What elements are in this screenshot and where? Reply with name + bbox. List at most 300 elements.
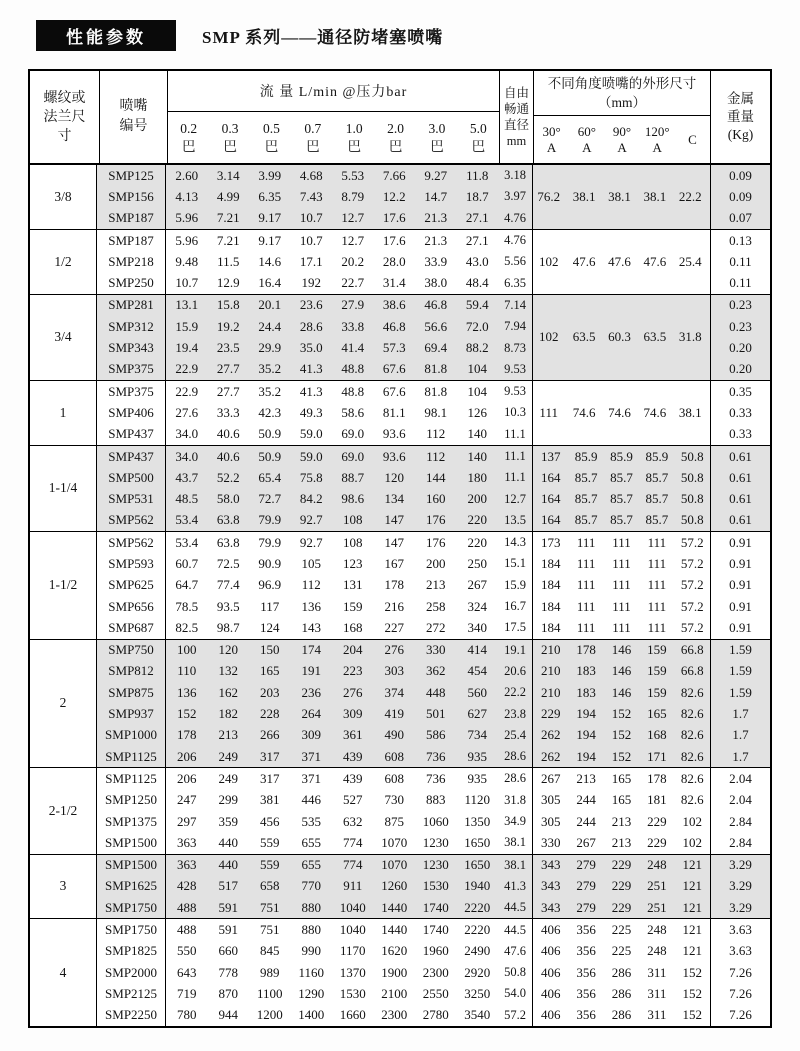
flow-value: 19.4 xyxy=(175,340,199,356)
free-passage-value: 20.6 xyxy=(498,661,533,682)
flow-value: 16.4 xyxy=(258,275,282,291)
dim-angle-sub: A xyxy=(582,139,592,155)
dim-value: 184 xyxy=(540,598,561,614)
free-passage-value: 57.2 xyxy=(498,1005,533,1026)
nozzle-model: SMP937 xyxy=(97,703,166,724)
flow-value: 63.8 xyxy=(216,512,240,528)
nozzle-model: SMP875 xyxy=(97,682,166,703)
flow-pressure-value: 3.0 xyxy=(428,120,446,136)
group-rows xyxy=(97,165,770,229)
dim-value: 85.7 xyxy=(645,512,669,528)
flow-value: 8.79 xyxy=(341,188,365,204)
nozzle-model: SMP1125 xyxy=(97,768,166,789)
nozzle-model: SMP156 xyxy=(97,186,166,207)
dim-value: 50.8 xyxy=(680,512,704,528)
flow-value: 178 xyxy=(384,577,405,593)
size-label: 1 xyxy=(30,381,97,445)
table-row xyxy=(97,617,770,638)
flow-value: 935 xyxy=(467,748,488,764)
flow-value: 17.1 xyxy=(299,253,323,269)
flow-value: 527 xyxy=(343,792,363,808)
flow-value: 1650 xyxy=(464,857,491,873)
dim-value: 406 xyxy=(540,922,561,938)
flow-value: 162 xyxy=(218,684,239,700)
flow-value: 58.6 xyxy=(341,404,365,420)
table-row xyxy=(97,381,770,402)
flow-value: 34.0 xyxy=(175,448,199,464)
flow-value: 1040 xyxy=(339,922,366,938)
dim-value: 111 xyxy=(612,534,631,550)
dim-value: 356 xyxy=(576,1007,596,1023)
weight-value: 1.59 xyxy=(710,682,770,703)
table-row xyxy=(97,208,770,229)
dim-value: 82.6 xyxy=(680,727,704,743)
flow-value: 428 xyxy=(177,878,197,894)
dim-value: 85.7 xyxy=(645,469,669,485)
flow-value: 93.5 xyxy=(216,598,240,614)
dim-value: 251 xyxy=(647,878,667,894)
flow-value: 96.9 xyxy=(258,577,282,593)
nozzle-model: SMP500 xyxy=(97,467,166,488)
dim-value: 229 xyxy=(540,706,561,722)
weight-value: 0.91 xyxy=(710,553,770,574)
flow-value: 1260 xyxy=(381,878,408,894)
flow-value: 147 xyxy=(384,512,405,528)
flow-value: 46.8 xyxy=(382,318,406,334)
weight-value: 0.20 xyxy=(710,337,770,358)
flow-value: 216 xyxy=(384,598,405,614)
weight-value: 0.11 xyxy=(710,251,770,272)
free-passage-value: 3.97 xyxy=(498,186,533,207)
dim-value: 164 xyxy=(540,469,561,485)
free-passage-value: 54.0 xyxy=(498,983,533,1004)
group-rows xyxy=(97,295,770,380)
dim-value: 111 xyxy=(612,619,631,635)
flow-value: 1660 xyxy=(339,1007,366,1023)
weight-value: 2.04 xyxy=(710,768,770,789)
size-group-2 xyxy=(30,639,770,768)
flow-pressure-header xyxy=(292,112,333,163)
flow-value: 206 xyxy=(177,770,197,786)
flow-pressure-unit: 巴 xyxy=(181,138,196,154)
nozzle-model: SMP218 xyxy=(97,251,166,272)
dim-c-header: C xyxy=(688,131,697,147)
dim-value: 57.2 xyxy=(680,577,704,593)
dim-value: 168 xyxy=(647,727,667,743)
flow-value: 371 xyxy=(301,770,322,786)
flow-value: 9.17 xyxy=(258,210,282,226)
flow-value: 110 xyxy=(177,663,197,679)
size-group-1/2 xyxy=(30,229,770,294)
dim-angle-value: 60° xyxy=(577,123,596,139)
size-group-1-1/4 xyxy=(30,445,770,531)
header-free-passage-diameter: 自由 畅通 直径 mm xyxy=(500,71,534,163)
flow-value: 736 xyxy=(426,770,446,786)
flow-value: 371 xyxy=(301,748,322,764)
dim-spacer xyxy=(533,337,710,358)
table-row xyxy=(97,316,770,337)
flow-value: 67.6 xyxy=(382,383,406,399)
dim-value: 57.2 xyxy=(680,534,704,550)
flow-value: 11.8 xyxy=(466,167,489,183)
flow-pressure-value: 0.5 xyxy=(263,120,280,136)
dim-value: 181 xyxy=(647,792,667,808)
flow-value: 9.48 xyxy=(175,253,199,269)
flow-value: 1650 xyxy=(464,834,491,850)
flow-value: 655 xyxy=(301,857,322,873)
dim-value: 210 xyxy=(540,684,561,700)
flow-value: 53.4 xyxy=(175,534,199,550)
flow-value: 1530 xyxy=(339,985,366,1001)
dim-value: 171 xyxy=(647,748,667,764)
nozzle-model: SMP1750 xyxy=(97,897,166,918)
flow-value: 220 xyxy=(467,534,488,550)
free-passage-value: 22.2 xyxy=(498,682,533,703)
flow-value: 64.7 xyxy=(175,577,199,593)
free-passage-value: 28.6 xyxy=(498,746,533,767)
dim-angle-sub: A xyxy=(617,139,627,155)
dim-angle-header xyxy=(604,116,639,163)
flow-value: 655 xyxy=(301,834,322,850)
weight-value: 0.09 xyxy=(710,165,770,186)
dim-value: 159 xyxy=(647,684,667,700)
flow-value: 2100 xyxy=(381,985,408,1001)
dim-value: 194 xyxy=(576,706,596,722)
table-row xyxy=(97,337,770,358)
spec-table xyxy=(28,69,772,1028)
flow-value: 42.3 xyxy=(258,404,282,420)
weight-value: 7.26 xyxy=(710,1005,770,1026)
header-thread-or-flange-size: 螺纹或 法兰尺 寸 xyxy=(30,71,100,163)
dim-value: 165 xyxy=(647,706,667,722)
flow-value: 29.9 xyxy=(258,340,282,356)
dim-value: 213 xyxy=(611,834,632,850)
dim-value: 85.9 xyxy=(610,448,633,464)
dim-value: 229 xyxy=(647,834,667,850)
dim-value: 85.7 xyxy=(574,491,598,507)
table-row xyxy=(97,272,770,293)
flow-value: 935 xyxy=(467,770,488,786)
dim-value: 121 xyxy=(682,943,703,959)
flow-value: 112 xyxy=(426,426,446,442)
size-group-3/8 xyxy=(30,165,770,229)
dim-value: 356 xyxy=(576,943,596,959)
flow-pressure-header xyxy=(334,112,375,163)
flow-pressure-value: 1.0 xyxy=(345,120,363,136)
flow-value: 870 xyxy=(218,985,239,1001)
flow-value: 41.3 xyxy=(299,383,323,399)
size-label: 4 xyxy=(30,919,97,1025)
dim-value: 229 xyxy=(647,813,667,829)
page-header xyxy=(0,0,800,51)
flow-value: 22.7 xyxy=(341,275,365,291)
dim-value: 111 xyxy=(612,555,631,571)
dim-value: 311 xyxy=(647,985,667,1001)
dim-value: 184 xyxy=(540,555,561,571)
flow-value: 12.7 xyxy=(341,232,365,248)
table-row xyxy=(97,962,770,983)
dim-value: 164 xyxy=(540,491,561,507)
dim-value: 262 xyxy=(540,727,561,743)
size-label: 1-1/4 xyxy=(30,446,97,531)
nozzle-model: SMP1625 xyxy=(97,876,166,897)
free-passage-value: 4.76 xyxy=(498,230,533,251)
flow-value: 93.6 xyxy=(382,448,406,464)
dim-value: 66.8 xyxy=(680,663,704,679)
flow-value: 90.9 xyxy=(258,555,282,571)
nozzle-model: SMP1825 xyxy=(97,941,166,962)
dim-value: 251 xyxy=(647,899,667,915)
flow-value: 117 xyxy=(260,598,280,614)
flow-value: 72.7 xyxy=(258,491,282,507)
dim-spacer xyxy=(533,251,710,272)
flow-value: 23.5 xyxy=(216,340,240,356)
free-passage-value: 16.7 xyxy=(498,596,533,617)
flow-pressure-unit: 巴 xyxy=(347,138,361,154)
dim-angle-header xyxy=(534,116,569,163)
flow-value: 591 xyxy=(218,899,239,915)
flow-value: 324 xyxy=(467,598,488,614)
flow-value: 150 xyxy=(260,642,280,658)
flow-value: 15.8 xyxy=(216,297,240,313)
flow-value: 359 xyxy=(218,813,239,829)
dim-value: 111 xyxy=(576,555,596,571)
dim-value: 262 xyxy=(540,748,561,764)
dim-value: 57.2 xyxy=(680,619,704,635)
flow-value: 374 xyxy=(384,684,405,700)
dim-value: 82.6 xyxy=(680,770,704,786)
weight-value: 0.23 xyxy=(710,316,770,337)
dim-value: 74.6 xyxy=(608,404,631,420)
dim-value: 279 xyxy=(576,878,596,894)
flow-value: 439 xyxy=(343,748,363,764)
flow-value: 1740 xyxy=(422,899,449,915)
flow-value: 228 xyxy=(260,706,280,722)
flow-value: 7.21 xyxy=(216,232,240,248)
flow-pressure-value: 0.2 xyxy=(180,120,198,136)
flow-value: 21.3 xyxy=(424,210,448,226)
flow-value: 560 xyxy=(467,684,488,700)
dim-spacer xyxy=(533,165,710,186)
dim-value: 244 xyxy=(576,813,596,829)
flow-value: 5.96 xyxy=(175,232,199,248)
flow-value: 28.0 xyxy=(382,253,406,269)
flow-value: 35.2 xyxy=(258,383,282,399)
free-passage-value: 38.1 xyxy=(498,832,533,853)
weight-value: 0.07 xyxy=(710,208,770,229)
flow-value: 1900 xyxy=(381,964,408,980)
flow-value: 88.2 xyxy=(465,340,489,356)
flow-value: 2550 xyxy=(422,985,449,1001)
table-row xyxy=(97,251,770,272)
flow-value: 72.0 xyxy=(465,318,489,334)
table-row xyxy=(97,811,770,832)
dim-value: 279 xyxy=(576,857,596,873)
flow-value: 40.6 xyxy=(216,426,240,442)
flow-value: 22.9 xyxy=(175,361,199,377)
dim-value: 82.6 xyxy=(680,792,704,808)
flow-value: 2300 xyxy=(381,1007,408,1023)
dim-angle-sub: A xyxy=(546,139,557,155)
flow-value: 778 xyxy=(218,964,239,980)
dim-value: 406 xyxy=(540,985,561,1001)
flow-value: 446 xyxy=(301,792,322,808)
dim-value: 406 xyxy=(540,943,561,959)
flow-value: 774 xyxy=(343,834,363,850)
table-row xyxy=(97,661,770,682)
table-row xyxy=(97,402,770,423)
size-group-4 xyxy=(30,918,770,1025)
flow-value: 15.9 xyxy=(175,318,199,334)
table-row xyxy=(97,983,770,1004)
nozzle-model: SMP2125 xyxy=(97,983,166,1004)
flow-value: 206 xyxy=(177,748,197,764)
flow-value: 18.7 xyxy=(465,188,489,204)
dim-value: 82.6 xyxy=(680,748,704,764)
flow-pressure-value: 0.3 xyxy=(221,120,239,136)
group-rows xyxy=(97,640,770,768)
dim-value: 184 xyxy=(540,619,561,635)
flow-value: 276 xyxy=(343,684,363,700)
group-rows xyxy=(97,855,770,919)
dim-value: 194 xyxy=(576,727,596,743)
flow-value: 1350 xyxy=(464,813,491,829)
flow-value: 65.4 xyxy=(258,469,282,485)
nozzle-model: SMP406 xyxy=(97,402,166,423)
free-passage-value: 25.4 xyxy=(498,725,533,746)
flow-value: 381 xyxy=(260,792,280,808)
flow-value: 167 xyxy=(384,555,405,571)
flow-value: 11.5 xyxy=(217,253,240,269)
flow-value: 751 xyxy=(260,899,280,915)
flow-value: 1440 xyxy=(381,922,408,938)
size-label: 3/8 xyxy=(30,165,97,229)
dim-value: 210 xyxy=(540,663,561,679)
flow-value: 770 xyxy=(301,878,322,894)
flow-value: 191 xyxy=(301,663,322,679)
flow-value: 160 xyxy=(426,491,446,507)
size-label: 3/4 xyxy=(30,295,97,380)
weight-value: 1.59 xyxy=(710,661,770,682)
flow-value: 1040 xyxy=(339,899,366,915)
flow-value: 126 xyxy=(467,404,487,420)
table-row xyxy=(97,186,770,207)
dim-value: 305 xyxy=(540,813,561,829)
flow-value: 845 xyxy=(260,943,280,959)
flow-value: 22.9 xyxy=(175,383,199,399)
flow-value: 98.6 xyxy=(341,491,365,507)
flow-value: 132 xyxy=(218,663,239,679)
weight-value: 3.29 xyxy=(710,855,770,876)
nozzle-model: SMP1125 xyxy=(97,746,166,767)
flow-value: 456 xyxy=(260,813,280,829)
size-label: 1/2 xyxy=(30,230,97,294)
flow-value: 57.3 xyxy=(382,340,406,356)
dim-value: 60.3 xyxy=(608,329,631,345)
flow-value: 159 xyxy=(343,598,363,614)
dim-value: 343 xyxy=(540,878,561,894)
table-row xyxy=(97,510,770,531)
nozzle-model: SMP437 xyxy=(97,446,166,467)
dim-value: 47.6 xyxy=(572,253,596,269)
flow-value: 147 xyxy=(384,534,405,550)
table-row xyxy=(97,553,770,574)
flow-value: 10.7 xyxy=(299,210,323,226)
flow-value: 990 xyxy=(301,943,322,959)
flow-value: 14.7 xyxy=(424,188,448,204)
dim-spacer xyxy=(533,402,710,423)
dim-value: 213 xyxy=(611,813,632,829)
weight-value: 2.84 xyxy=(710,832,770,853)
dim-value: 225 xyxy=(611,943,632,959)
flow-value: 3540 xyxy=(464,1007,491,1023)
dim-value: 25.4 xyxy=(678,253,702,269)
dim-value: 305 xyxy=(540,792,561,808)
flow-value: 50.9 xyxy=(258,448,282,464)
dim-value: 244 xyxy=(576,792,596,808)
flow-value: 13.1 xyxy=(175,297,199,313)
weight-value: 0.23 xyxy=(710,295,770,316)
flow-value: 2220 xyxy=(464,922,491,938)
weight-value: 0.11 xyxy=(710,272,770,293)
flow-value: 414 xyxy=(467,642,488,658)
dim-value: 164 xyxy=(540,512,561,528)
flow-value: 1200 xyxy=(256,1007,283,1023)
flow-value: 454 xyxy=(467,663,488,679)
dim-value: 330 xyxy=(540,834,561,850)
flow-value: 227 xyxy=(384,619,405,635)
flow-value: 9.27 xyxy=(424,167,448,183)
flow-pressure-value: 5.0 xyxy=(469,120,487,136)
weight-value: 1.7 xyxy=(710,703,770,724)
dim-value: 178 xyxy=(576,642,596,658)
nozzle-model: SMP312 xyxy=(97,316,166,337)
flow-value: 140 xyxy=(467,448,488,464)
nozzle-model: SMP1250 xyxy=(97,790,166,811)
dim-value: 76.2 xyxy=(537,188,561,204)
flow-value: 1160 xyxy=(298,964,325,980)
flow-value: 46.8 xyxy=(424,297,448,313)
size-group-2-1/2 xyxy=(30,767,770,853)
group-rows xyxy=(97,446,770,531)
flow-value: 20.2 xyxy=(341,253,365,269)
flow-value: 3.14 xyxy=(216,167,240,183)
flow-value: 17.6 xyxy=(382,210,406,226)
table-row xyxy=(97,832,770,853)
dim-value: 356 xyxy=(576,922,596,938)
flow-pressure-unit: 巴 xyxy=(306,138,320,154)
flow-value: 266 xyxy=(260,727,280,743)
dim-value: 111 xyxy=(576,598,596,614)
flow-pressure-unit: 巴 xyxy=(430,138,444,154)
flow-value: 730 xyxy=(384,792,405,808)
free-passage-value: 19.1 xyxy=(498,640,533,661)
flow-value: 440 xyxy=(218,857,239,873)
dim-angle-sub: A xyxy=(652,139,662,155)
free-passage-value: 15.1 xyxy=(498,553,533,574)
dim-value: 229 xyxy=(611,878,632,894)
nozzle-model: SMP375 xyxy=(97,381,166,402)
free-passage-value: 50.8 xyxy=(498,962,533,983)
dim-value: 267 xyxy=(576,834,596,850)
flow-value: 31.4 xyxy=(382,275,406,291)
weight-value: 0.61 xyxy=(710,488,770,509)
dim-value: 50.8 xyxy=(680,469,704,485)
flow-value: 448 xyxy=(426,684,446,700)
dim-value: 66.8 xyxy=(680,642,704,658)
size-group-3/4 xyxy=(30,294,770,380)
flow-value: 112 xyxy=(426,448,446,464)
